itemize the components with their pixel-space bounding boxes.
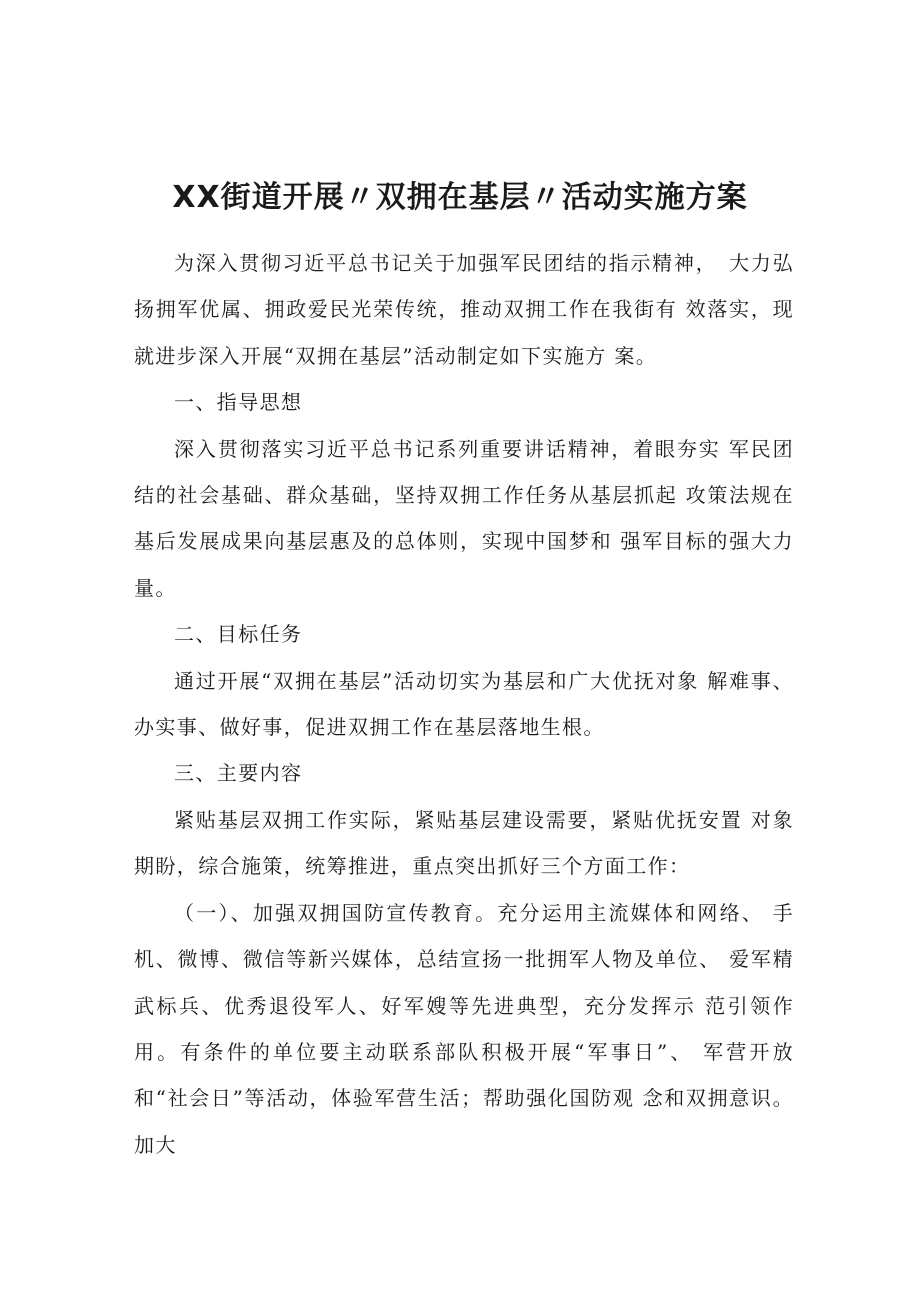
section-heading-main-content: 三、主要内容 [174, 761, 303, 786]
objectives-paragraph: 通过开展“双拥在基层”活动切实为基层和广大优抚对象 解难事、办实事、做好事，促进双拥工作在基层落地生根。 [134, 668, 794, 740]
section-heading-guiding-ideology: 一、指导思想 [174, 390, 303, 415]
main-content-paragraph: 紧贴基层双拥工作实际，紧贴基层建设需要，紧贴优抚安置 对象期盼，综合施策，统筹推进，重点突出抓好三个方面工作： [134, 807, 794, 879]
document-body [134, 240, 794, 1168]
document-title: XX街道开展〃双拥在基层〃活动实施方案 [172, 180, 748, 215]
item-one-paragraph: （一）、加强双拥国防宣传教育。充分运用主流媒体和网络、 手机、微博、微信等新兴媒体，总结宣扬一批拥军人物及单位、 爱军精武标兵、优秀退役军人、好军嫂等先进典型，充分发挥示 范引领作用。有条件的单位要主动联系部队积极开展“军事日”、 军营开放和“社会日”等活动，体验军营生活；帮助强化国防观 念和双拥意识。加大 [134, 900, 794, 1157]
intro-paragraph: 为深入贯彻习近平总书记关于加强军民团结的指示精神， 大力弘扬拥军优属、拥政爱民光荣传统，推动双拥工作在我街有 效落实，现就进步深入开展“双拥在基层”活动制定如下实施方 案。 [134, 251, 794, 368]
section-heading-objectives: 二、目标任务 [174, 622, 303, 647]
guiding-ideology-paragraph: 深入贯彻落实习近平总书记系列重要讲话精神，着眼夯实 军民团结的社会基础、群众基础，坚持双拥工作任务从基层抓起 攻策法规在基后发展成果向基层惠及的总体则，实现中国梦和 强军目标的强大力量。 [134, 436, 794, 600]
